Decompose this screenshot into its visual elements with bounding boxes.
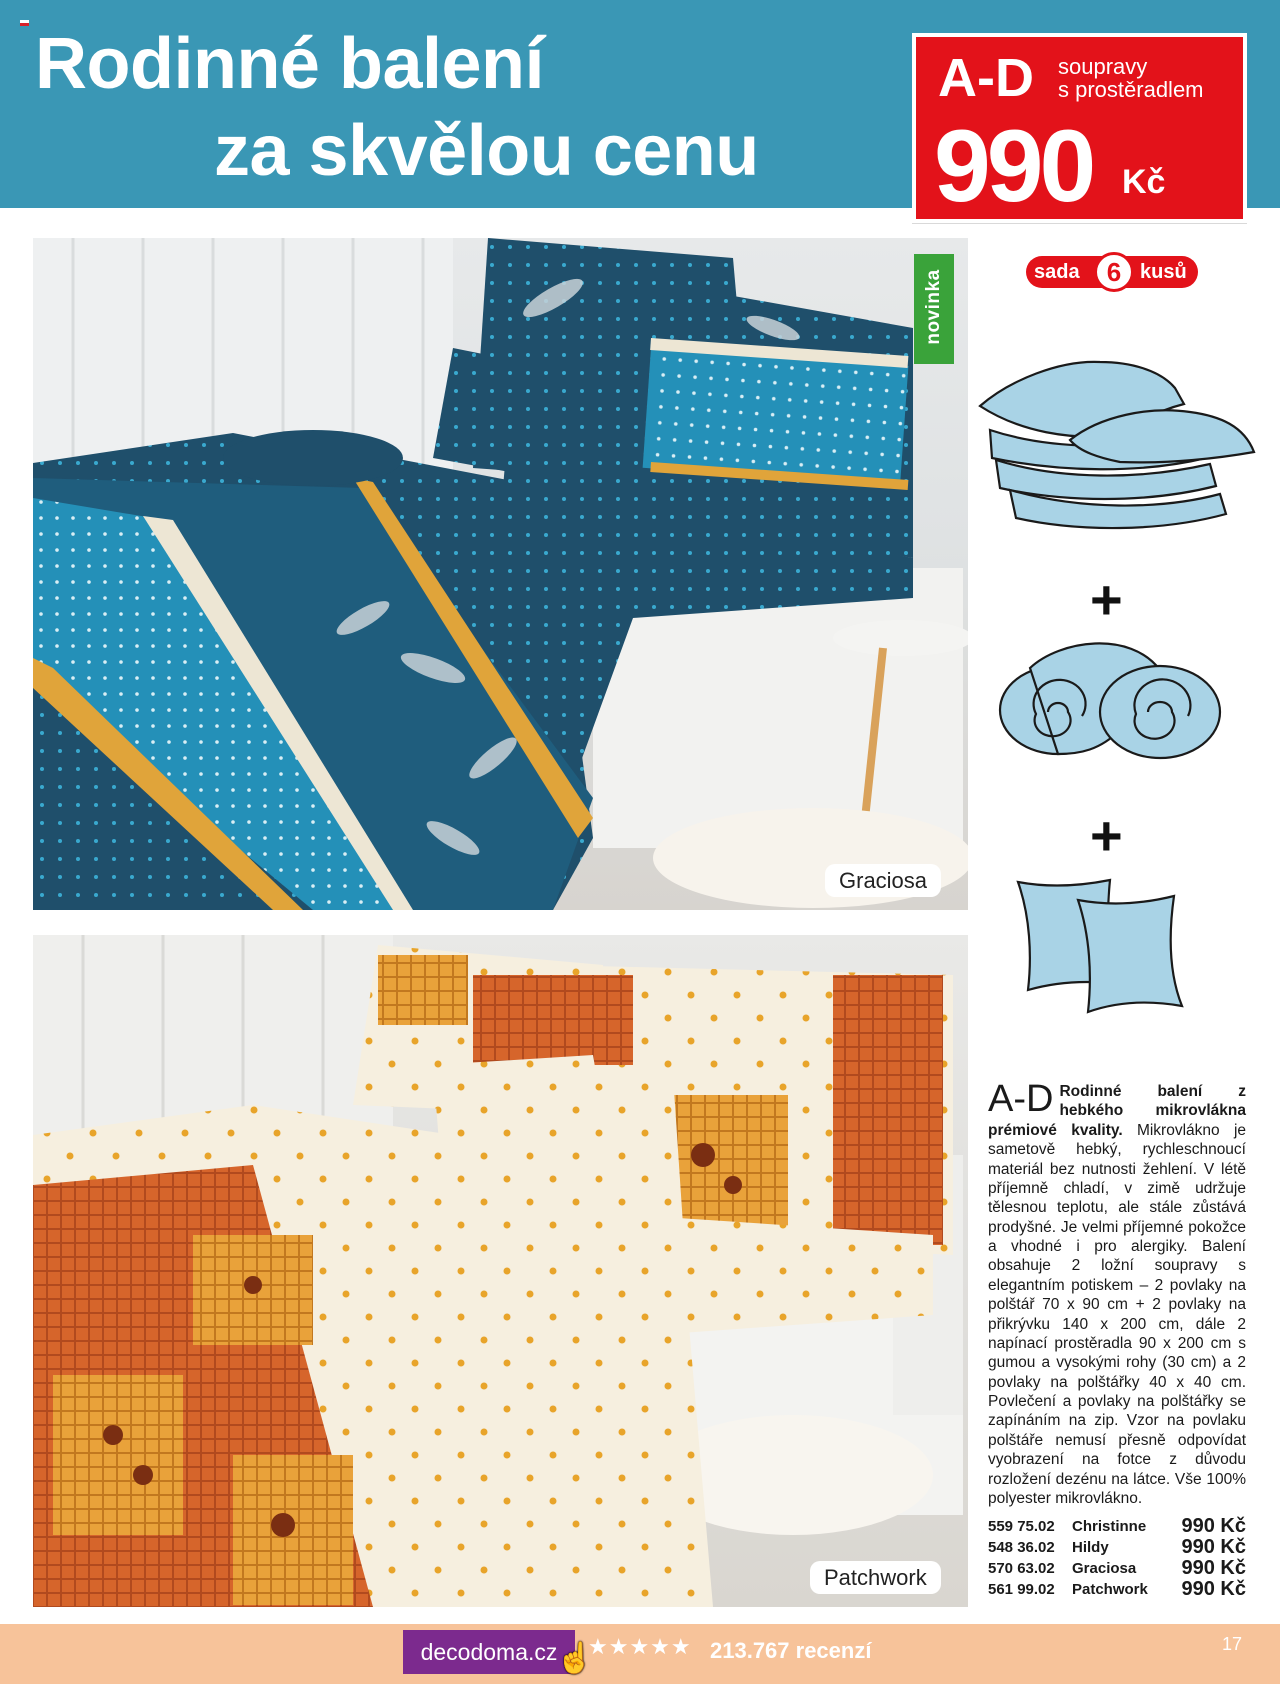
rating-stars: ★★★★★ (588, 1634, 692, 1659)
new-badge (914, 254, 954, 364)
price-range: A-D (938, 48, 1034, 108)
website-link[interactable]: decodoma.cz (403, 1630, 575, 1674)
price-row (988, 1558, 1246, 1579)
pillows-duvet-icon (980, 362, 1254, 528)
review-count: 213.767 recenzí (710, 1638, 872, 1663)
headline-line-2: za skvělou cenu (214, 111, 759, 191)
plus-sign-2: + (1090, 804, 1123, 867)
price-subtitle-line-2: s prostěradlem (1058, 77, 1204, 103)
cursor-hand-icon: ☝ (556, 1642, 594, 1675)
rolled-sheets-icon (1000, 643, 1220, 758)
product-price-list (988, 1516, 1246, 1600)
description-range: A-D (988, 1078, 1054, 1120)
product-code: 570 63.02 (988, 1560, 1055, 1577)
product-name: Graciosa (1072, 1560, 1137, 1577)
flag-icon (20, 20, 29, 26)
page-number: 17 (1222, 1634, 1243, 1654)
pattern-label-patchwork: Patchwork (810, 1561, 941, 1594)
product-price: 990 Kč (1181, 1557, 1246, 1579)
pattern-label-graciosa: Graciosa (825, 864, 941, 897)
set-contents-illustration (970, 340, 1280, 1030)
price-subtitle (1058, 55, 1204, 101)
price-subtitle-line-1: soupravy (1058, 54, 1148, 79)
headline-line-1: Rodinné balení (35, 24, 545, 104)
product-code: 548 36.02 (988, 1539, 1055, 1556)
price-row (988, 1579, 1246, 1600)
set-badge (1026, 256, 1198, 288)
price-row (988, 1537, 1246, 1558)
set-badge-suffix: kusů (1140, 261, 1187, 283)
product-name: Hildy (1072, 1539, 1109, 1556)
description-title: Rodinné balení z hebkého mikrovlákna prémiové kvality. (988, 1083, 1246, 1139)
set-badge-prefix: sada (1034, 261, 1080, 283)
price-row (988, 1516, 1246, 1537)
product-name: Christinne (1072, 1518, 1147, 1535)
product-code: 559 75.02 (988, 1518, 1055, 1535)
product-photo-graciosa (33, 238, 968, 910)
price-box (912, 33, 1247, 223)
product-price: 990 Kč (1181, 1515, 1246, 1537)
new-badge-text: novinka (923, 269, 944, 345)
product-price: 990 Kč (1181, 1536, 1246, 1558)
price-value: 990 (934, 109, 1093, 223)
product-name: Patchwork (1072, 1581, 1148, 1598)
description-body: Mikrovlákno je sametově hebký, rychleschnoucí materiál bez nutnosti žehlení. V létě příjemně chladí, v zimě udržuje tělesnou teplotu, ale stále zůstává prodyšné. Je velmi příjemné pokožce a vhodné i pro alergiky. Balení obsahuje 2 ložní soupravy s elegantním potiskem – 2 povlaky na polštář 70 x 90 cm + 2 povlaky na přikrývku 140 x 200 cm, dále 2 napínací prostěradla 90 x 200 cm s gumou a vysokými rohy (30 cm) a 2 povlaky na polštářky 40 x 40 cm. Povlečení a povlaky na polštářky se zapínáním na zip. Vzor na povlaku polštáře nemusí přesně odpovídat vyobrazení na fotce z důvodu rozložení dezénu na látce. Vše 100% polyester mikrovlákno. (988, 1121, 1247, 1507)
product-price: 990 Kč (1181, 1578, 1246, 1600)
small-pillows-icon (1018, 880, 1182, 1012)
product-photo-patchwork (33, 935, 968, 1607)
set-badge-count: 6 (1094, 252, 1134, 292)
product-code: 561 99.02 (988, 1581, 1055, 1598)
price-currency: Kč (1122, 163, 1166, 201)
product-description (988, 1078, 1247, 1508)
plus-sign-1: + (1090, 568, 1123, 631)
